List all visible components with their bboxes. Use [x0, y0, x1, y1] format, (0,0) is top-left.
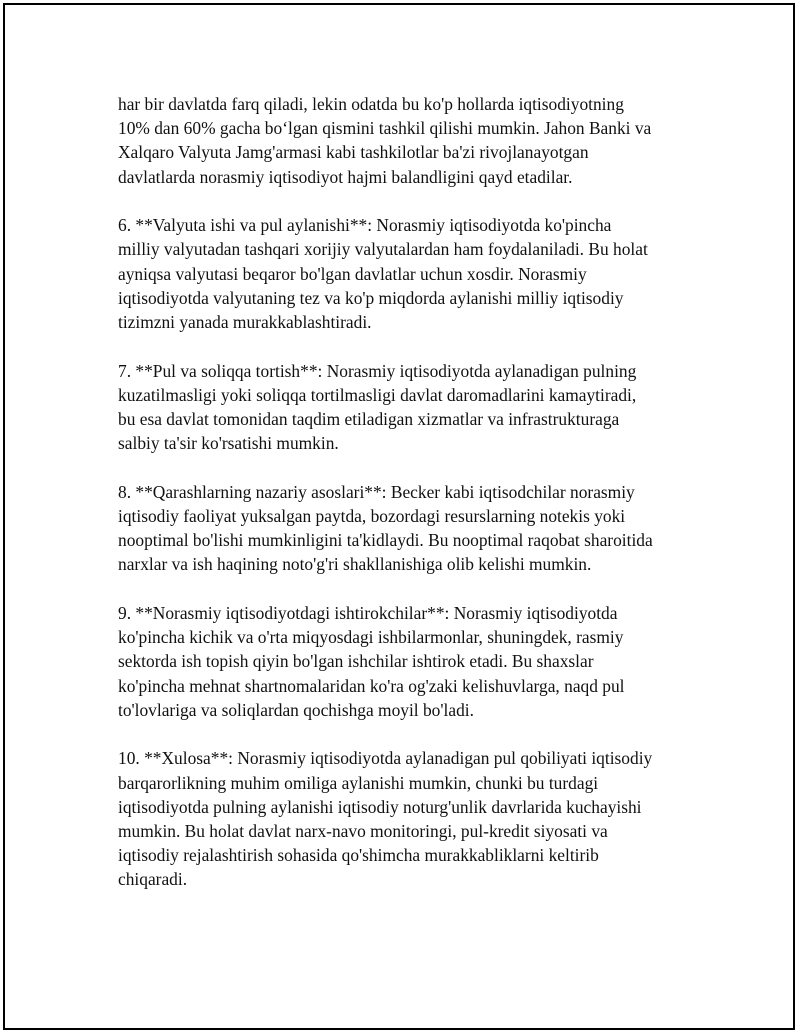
- paragraph-intro-continuation: har bir davlatda farq qiladi, lekin odatda bu ko'p hollarda iqtisodiyotning 10% dan 60% gacha bo‘lgan qismini tashkil qilishi mumkin. Jahon Banki va Xalqaro Valyuta Jamg'armasi kabi tashkilotlar ba'zi rivojlanayotgan davlatlarda norasmiy iqtisodiyot hajmi balandligini qayd etadilar.: [118, 94, 652, 187]
- paragraph-7-taxation: 7. **Pul va soliqqa tortish**: Norasmiy iqtisodiyotda aylanadigan pulning kuzatilmasligi yoki soliqqa tortilmasligi davlat daromadlarini kamaytiradi, bu esa davlat tomonidan taqdim etiladigan xizmatlar va infrastrukturaga salbiy ta'sir ko'rsatishi mumkin.: [118, 360, 637, 454]
- document-body: [118, 92, 690, 916]
- paragraph-8-theory: 8. **Qarashlarning nazariy asoslari**: Becker kabi iqtisodchilar norasmiy iqtisodiy faoliyat yuksalgan paytda, bozordagi resurslarning notekis yoki nooptimal bo'lishi mumkinligini ta'kidlaydi. Bu nooptimal raqobat sharoitida narxlar va ish haqining noto'g'ri shakllanishiga olib kelishi mumkin.: [118, 481, 653, 575]
- paragraph-6-currency: 6. **Valyuta ishi va pul aylanishi**: Norasmiy iqtisodiyotda ko'pincha milliy valyutadan tashqari xorijiy valyutalardan ham foydalaniladi. Bu holat ayniqsa valyutasi beqaror bo'lgan davlatlar uchun xosdir. Norasmiy iqtisodiyotda valyutaning tez va ko'p miqdorda aylanishi milliy iqtisodiy tizimzni yanada murakkablashtiradi.: [118, 215, 648, 333]
- paragraph-10-conclusion: 10. **Xulosa**: Norasmiy iqtisodiyotda aylanadigan pul qobiliyati iqtisodiy barqarorlikning muhim omiliga aylanishi mumkin, chunki bu turdagi iqtisodiyotda pulning aylanishi iqtisodiy noturg'unlik davrlarida kuchayishi mumkin. Bu holat davlat narx-navo monitoringi, pul-kredit siyosati va iqtisodiy rejalashtirish sohasida qo'shimcha murakkabliklarni keltirib chiqaradi.: [118, 748, 653, 890]
- paragraph-9-participants: 9. **Norasmiy iqtisodiyotdagi ishtirokchilar**: Norasmiy iqtisodiyotda ko'pincha kichik va o'rta miqyosdagi ishbilarmonlar, shuningdek, rasmiy sektorda ish topish qiyin bo'lgan ishchilar ishtirok etadi. Bu shaxslar ko'pincha mehnat shartnomalaridan ko'ra og'zaki kelishuvlarga, naqd pul to'lovlariga va soliqlardan qochishga moyil bo'ladi.: [118, 603, 625, 720]
